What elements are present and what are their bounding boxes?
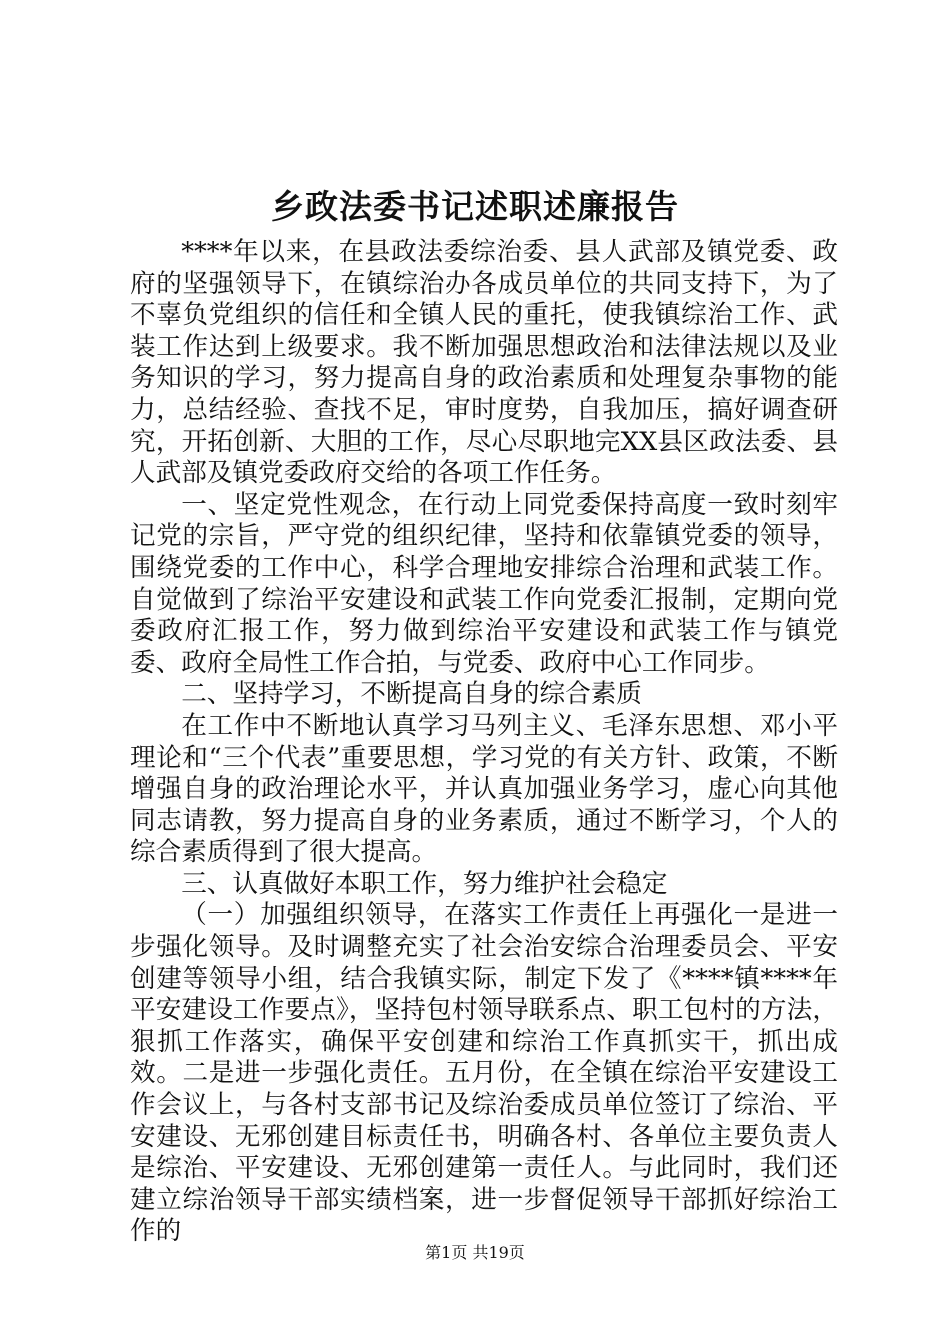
paragraph-intro: ****年以来，在县政法委综治委、县人武部及镇党委、政府的坚强领导下，在镇综治办各成员单位的共同支持下，为了不辜负党组织的信任和全镇人民的重托，使我镇综治工作、武装工作达到上级要求。我不断加强思想政治和法律法规以及业务知识的学习，努力提高自身的政治素质和处理复杂事物的能力，总结经验、查找不足，审时度势，自我加压，搞好调查研究，开拓创新、大胆的工作，尽心尽职地完XX县区政法委、县人武部及镇党委政府交给的各项工作任务。 [130, 237, 838, 489]
paragraph-section-2: 在工作中不断地认真学习马列主义、毛泽东思想、邓小平理论和“三个代表”重要思想，学习党的有关方针、政策，不断增强自身的政治理论水平，并认真加强业务学习，虚心向其他同志请教，努力提高自身的业务素质，通过不断学习，个人的综合素质得到了很大提高。 [130, 710, 838, 868]
document-body [130, 237, 838, 1248]
paragraph-section-1: 一、坚定党性观念，在行动上同党委保持高度一致时刻牢记党的宗旨，严守党的组织纪律，坚持和依靠镇党委的领导，围绕党委的工作中心，科学合理地安排综合治理和武装工作。自觉做到了综治平安建设和武装工作向党委汇报制，定期向党委政府汇报工作，努力做到综治平安建设和武装工作与镇党委、政府全局性工作合拍，与党委、政府中心工作同步。 [130, 489, 838, 678]
heading-section-2: 二、坚持学习，不断提高自身的综合素质 [181, 679, 642, 710]
page-number-footer: 第1页 共19页 [425, 1243, 525, 1262]
document-title: 乡政法委书记述职述廉报告 [271, 187, 679, 226]
paragraph-section-3-1: （一）加强组织领导，在落实工作责任上再强化一是进一步强化领导。及时调整充实了社会治安综合治理委员会、平安创建等领导小组，结合我镇实际，制定下发了《****镇****年平安建设工作要点》，坚持包村领导联系点、职工包村的方法，狠抓工作落实，确保平安创建和综治工作真抓实干，抓出成效。二是进一步强化责任。五月份，在全镇在综治平安建设工作会议上，与各村支部书记及综治委成员单位签订了综治、平安建设、无邪创建目标责任书，明确各村、各单位主要负责人是综治、平安建设、无邪创建第一责任人。与此同时，我们还建立综治领导干部实绩档案，进一步督促领导干部抓好综治工作的 [130, 900, 838, 1247]
heading-section-3: 三、认真做好本职工作，努力维护社会稳定 [181, 868, 668, 899]
